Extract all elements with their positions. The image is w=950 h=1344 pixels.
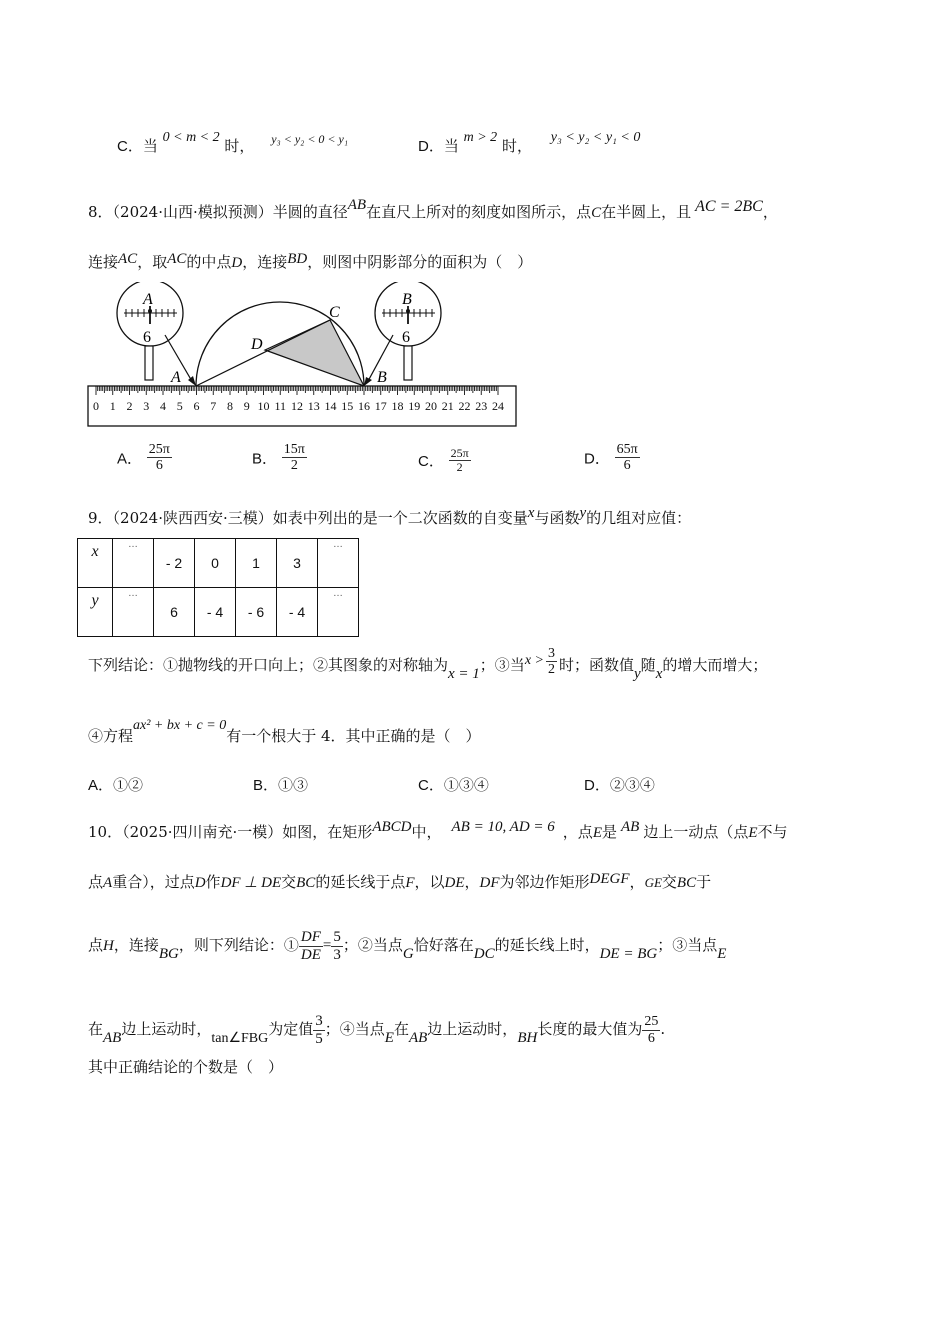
q8-bd: BD bbox=[287, 251, 308, 267]
q10-degf: DEGF bbox=[589, 871, 630, 887]
ruler-number: 14 bbox=[324, 399, 337, 413]
q9-text: 时；函数值 bbox=[558, 655, 634, 674]
q10-line3 bbox=[88, 929, 726, 963]
frac-den: 2 bbox=[547, 662, 555, 678]
table-cell: x bbox=[78, 539, 113, 588]
q10-e: E bbox=[717, 946, 727, 962]
q8-option-b bbox=[252, 442, 307, 474]
q9-opt-label: A． bbox=[88, 777, 114, 794]
ruler-number: 19 bbox=[408, 399, 421, 413]
q8-c: C bbox=[591, 205, 602, 221]
q9-opt-label: C． bbox=[418, 777, 444, 794]
q9-opt-label: D． bbox=[584, 777, 610, 794]
q10-ratio-frac bbox=[299, 929, 323, 963]
table-cell: … bbox=[113, 588, 154, 637]
ruler-number: 0 bbox=[93, 399, 99, 413]
q9-text: 与函数 bbox=[534, 509, 580, 527]
q10-text: 作 bbox=[205, 873, 221, 891]
q9-opt-text: ①② bbox=[113, 777, 144, 794]
q9-x: x bbox=[655, 665, 663, 682]
q10-df: DF bbox=[479, 875, 500, 891]
q10-g: G bbox=[402, 946, 414, 962]
q10-text: 边上运动时， bbox=[121, 1020, 212, 1038]
q8-number: 8．（2024·山西·模拟预测）半圆的直径 bbox=[88, 203, 348, 221]
frac-num: 25π bbox=[148, 442, 170, 457]
q9-text: 的几组对应值： bbox=[586, 509, 692, 527]
table-cell: - 4 bbox=[277, 588, 318, 637]
q8-text: 在半圆上，且 bbox=[601, 203, 692, 221]
q10-a: A bbox=[103, 875, 113, 891]
mag-b-six: 6 bbox=[402, 329, 410, 346]
frac-den: 6 bbox=[155, 458, 163, 474]
frac-num: 15π bbox=[283, 442, 305, 457]
q7-option-c bbox=[117, 130, 349, 156]
q10-bh: BH bbox=[517, 1030, 538, 1046]
q10-tan: tan∠FBG bbox=[211, 1031, 269, 1046]
point-b-label: B bbox=[377, 369, 387, 386]
q8-line2 bbox=[88, 251, 532, 272]
ruler-number: 8 bbox=[227, 399, 233, 413]
q9-option-a bbox=[88, 774, 143, 795]
frac-num: DF bbox=[300, 929, 321, 945]
frac-num: 3 bbox=[315, 1013, 323, 1029]
ruler-number: 4 bbox=[160, 399, 166, 413]
q9-opt-text: ①③④ bbox=[443, 777, 489, 794]
table-cell: - 4 bbox=[195, 588, 236, 637]
q10-ab: AB bbox=[103, 1030, 122, 1046]
q9-cond-frac bbox=[546, 646, 557, 678]
q7-optc-res: y₃ < y₂ < 0 < y₁ bbox=[271, 132, 349, 146]
ruler-number: 2 bbox=[126, 399, 133, 413]
q8-option-d bbox=[584, 442, 640, 474]
q8-figure bbox=[85, 282, 521, 430]
table-cell: - 2 bbox=[154, 539, 195, 588]
frac-den: 6 bbox=[647, 1030, 655, 1046]
q8-option-c bbox=[418, 447, 471, 474]
ruler-number: 16 bbox=[358, 399, 370, 413]
q8-opt-frac bbox=[449, 447, 471, 474]
q8-text: 在直尺上所对的刻度如图所示，点 bbox=[366, 203, 592, 221]
q10-perp: DF ⊥ DE bbox=[220, 875, 282, 891]
q8-opt-frac bbox=[282, 442, 307, 474]
ruler-number: 18 bbox=[391, 399, 404, 413]
q9-opt-text: ②③④ bbox=[609, 777, 655, 794]
q10-e: E bbox=[592, 825, 602, 841]
q10-text: 交 bbox=[281, 873, 297, 891]
q9-text: ；③当 bbox=[479, 655, 525, 674]
mag-a-six: 6 bbox=[143, 329, 151, 346]
q10-ab: AB bbox=[621, 819, 640, 835]
ruler-number: 20 bbox=[425, 399, 437, 413]
mag-a-label: A bbox=[143, 291, 153, 308]
ruler-number: 24 bbox=[492, 399, 504, 413]
table-cell: … bbox=[318, 588, 359, 637]
q10-bc: BC bbox=[296, 875, 316, 891]
q9-line1 bbox=[88, 507, 691, 528]
q9-line2 bbox=[88, 646, 768, 682]
point-a-label: A bbox=[171, 369, 181, 386]
frac-den: 6 bbox=[623, 458, 631, 474]
q8-opt-label: B． bbox=[252, 450, 278, 468]
q10-e: E bbox=[384, 1030, 394, 1046]
table-cell: 1 bbox=[236, 539, 277, 588]
q10-number: 10．（2025·四川南充·一模）如图，在矩形 bbox=[88, 823, 373, 841]
table-cell: 0 bbox=[195, 539, 236, 588]
ruler-number: 5 bbox=[176, 399, 183, 413]
q10-text: 在 bbox=[393, 1020, 409, 1038]
ruler-number: 15 bbox=[341, 399, 354, 413]
q10-bg: BG bbox=[158, 946, 179, 962]
q10-text: 中， bbox=[411, 823, 442, 841]
frac-num: 25π bbox=[450, 446, 469, 460]
frac-den: 3 bbox=[333, 946, 341, 963]
q9-x: x bbox=[527, 505, 535, 521]
ruler-number: 9 bbox=[243, 399, 250, 413]
q10-text: 的延长线于点 bbox=[315, 873, 406, 891]
q7-optc-mid: 时， bbox=[224, 137, 255, 155]
q10-eq-sign: = bbox=[322, 937, 332, 954]
table-cell: … bbox=[113, 539, 154, 588]
q10-f: F bbox=[405, 875, 415, 891]
q10-text: ；④当点 bbox=[324, 1020, 385, 1038]
q10-text: ， bbox=[629, 873, 645, 891]
table-cell: - 6 bbox=[236, 588, 277, 637]
ruler-number: 21 bbox=[441, 399, 454, 413]
q10-tan-frac bbox=[313, 1013, 325, 1047]
q10-text: 于 bbox=[696, 873, 712, 891]
q10-ab: AB bbox=[408, 1030, 428, 1046]
q9-number: 9．（2024·陕西西安·三模）如表中列出的是一个二次函数的自变量 bbox=[88, 509, 528, 527]
magnifier-a bbox=[117, 282, 196, 386]
mag-b-label: B bbox=[402, 291, 412, 308]
ruler-number: 10 bbox=[257, 399, 270, 413]
frac-num: 3 bbox=[547, 646, 555, 661]
q8-opt-label: A． bbox=[117, 450, 143, 468]
ruler-number: 6 bbox=[193, 399, 200, 413]
ruler-number: 13 bbox=[307, 399, 320, 413]
q9-opt-text: ①③ bbox=[278, 777, 309, 794]
q8-text: ，连接 bbox=[242, 253, 288, 271]
q10-text: ；②当点 bbox=[342, 936, 403, 954]
q10-text: 恰好落在 bbox=[413, 936, 474, 954]
q10-text: 不与 bbox=[757, 823, 788, 841]
q9-text: 随 bbox=[640, 655, 656, 674]
q10-de-bg: DE = BG bbox=[599, 946, 658, 962]
q10-text: 交 bbox=[661, 873, 677, 891]
ruler-number: 3 bbox=[143, 399, 150, 413]
q10-text: 其中正确结论的个数是（ ） bbox=[88, 1058, 284, 1076]
q9-text: 下列结论：①抛物线的开口向上；②其图象的对称轴为 bbox=[88, 655, 449, 674]
q10-line4 bbox=[88, 1013, 665, 1047]
q7-optd-cond: m > 2 bbox=[463, 130, 498, 145]
q9-value-table bbox=[77, 538, 359, 637]
q8-text: ，则图中阴影部分的面积为（ ） bbox=[307, 253, 533, 271]
q10-text: 为定值 bbox=[268, 1020, 314, 1038]
q10-ge: GE bbox=[644, 875, 662, 890]
q10-text: ；③当点 bbox=[657, 936, 718, 954]
q10-text: 边上一动点（点 bbox=[643, 823, 749, 841]
q10-dc: DC bbox=[473, 946, 495, 962]
ruler-number: 12 bbox=[291, 399, 303, 413]
frac-num: 5 bbox=[333, 929, 341, 945]
q8-ac: AC bbox=[167, 251, 187, 267]
q10-d: D bbox=[194, 875, 206, 891]
frac-num: 65π bbox=[616, 442, 638, 457]
ruler-number: 23 bbox=[475, 399, 488, 413]
q7-optd-label: D．当 bbox=[418, 138, 459, 155]
frac-den: 2 bbox=[290, 458, 298, 474]
q9-option-c bbox=[418, 774, 489, 795]
ruler-number: 22 bbox=[458, 399, 471, 413]
q8-ab: AB bbox=[347, 197, 367, 213]
q8-opt-frac bbox=[615, 442, 640, 474]
q10-text: 在 bbox=[88, 1020, 104, 1038]
ruler-number: 7 bbox=[210, 399, 217, 413]
q10-text: ，以 bbox=[414, 873, 445, 891]
q8-d: D bbox=[231, 255, 243, 271]
q9-axis-eq: x = 1 bbox=[448, 665, 480, 682]
frac-den: 2 bbox=[456, 460, 463, 475]
frac-num: 25 bbox=[644, 1014, 659, 1030]
q10-text: ，则下列结论：① bbox=[178, 936, 299, 954]
q10-text: 的延长线上时， bbox=[494, 936, 600, 954]
q9-text: 有一个根大于 4．其中正确的是（ ） bbox=[226, 727, 481, 745]
q10-line5 bbox=[88, 1056, 283, 1077]
q8-text: 连接 bbox=[88, 253, 119, 271]
q10-text: ，连接 bbox=[113, 936, 159, 954]
q9-y: y bbox=[579, 505, 587, 521]
q10-text: 长度的最大值为 bbox=[537, 1020, 643, 1038]
q10-text: . bbox=[660, 1020, 666, 1038]
q10-text: 为邻边作矩形 bbox=[499, 873, 590, 891]
q8-text: 的中点 bbox=[186, 253, 232, 271]
q8-arc-eq: AC = 2BC bbox=[695, 198, 763, 215]
q10-text: 边上运动时， bbox=[427, 1020, 518, 1038]
q10-text: 重合），过点 bbox=[112, 873, 195, 891]
q7-optc-cond: 0 < m < 2 bbox=[162, 130, 220, 145]
q10-line2 bbox=[88, 871, 711, 892]
q9-line3 bbox=[88, 718, 481, 746]
table-row bbox=[78, 539, 359, 588]
q10-text: 是 bbox=[601, 823, 617, 841]
q10-text: 点 bbox=[88, 936, 104, 954]
ruler-number: 11 bbox=[274, 399, 287, 413]
q9-y: y bbox=[634, 665, 641, 682]
ruler-number: 1 bbox=[109, 399, 116, 413]
q7-optd-mid: 时， bbox=[501, 137, 532, 155]
q9-equation: ax² + bx + c = 0 bbox=[133, 718, 227, 733]
q7-option-d bbox=[418, 130, 641, 156]
q10-bc: BC bbox=[676, 875, 697, 891]
q8-ac: AC bbox=[118, 251, 138, 267]
q8-opt-label: D． bbox=[584, 450, 610, 468]
q9-option-b bbox=[253, 774, 308, 795]
q10-text: ，点 bbox=[562, 823, 593, 841]
q8-option-a bbox=[117, 442, 172, 474]
q10-max-frac bbox=[642, 1014, 660, 1046]
q10-line1 bbox=[88, 821, 788, 842]
q9-opt-label: B． bbox=[253, 777, 279, 794]
q10-text: ， bbox=[464, 873, 480, 891]
q8-line1 bbox=[88, 197, 778, 222]
point-c-label: C bbox=[329, 304, 340, 321]
frac-den: DE bbox=[300, 946, 321, 963]
table-cell: … bbox=[318, 539, 359, 588]
q10-e: E bbox=[748, 825, 758, 841]
table-cell: 3 bbox=[277, 539, 318, 588]
point-d-label: D bbox=[251, 336, 263, 353]
q10-de: DE bbox=[444, 875, 465, 891]
q10-eqs: AB = 10, AD = 6 bbox=[451, 819, 555, 835]
q9-cond-x: x > bbox=[524, 652, 544, 668]
q9-text: 的增大而增大； bbox=[662, 655, 768, 674]
table-cell: 6 bbox=[154, 588, 195, 637]
q10-ratio-val bbox=[331, 929, 343, 963]
q8-text: ，取 bbox=[137, 253, 168, 271]
q8-opt-frac bbox=[147, 442, 172, 474]
frac-den: 5 bbox=[315, 1030, 323, 1047]
q10-abcd: ABCD bbox=[372, 819, 412, 835]
q10-text: 点 bbox=[88, 873, 104, 891]
shaded-triangle bbox=[265, 320, 364, 386]
table-cell: y bbox=[78, 588, 113, 637]
q10-h: H bbox=[103, 938, 114, 954]
q8-opt-label: C． bbox=[418, 453, 444, 471]
q7-optd-res: y₃ < y₂ < y₁ < 0 bbox=[550, 130, 641, 145]
q7-optc-label: C．当 bbox=[117, 138, 158, 155]
q8-comma: ， bbox=[762, 203, 778, 221]
q9-option-d bbox=[584, 774, 655, 795]
ruler-number: 17 bbox=[374, 399, 387, 413]
q9-text: ④方程 bbox=[88, 727, 134, 745]
table-row bbox=[78, 588, 359, 637]
